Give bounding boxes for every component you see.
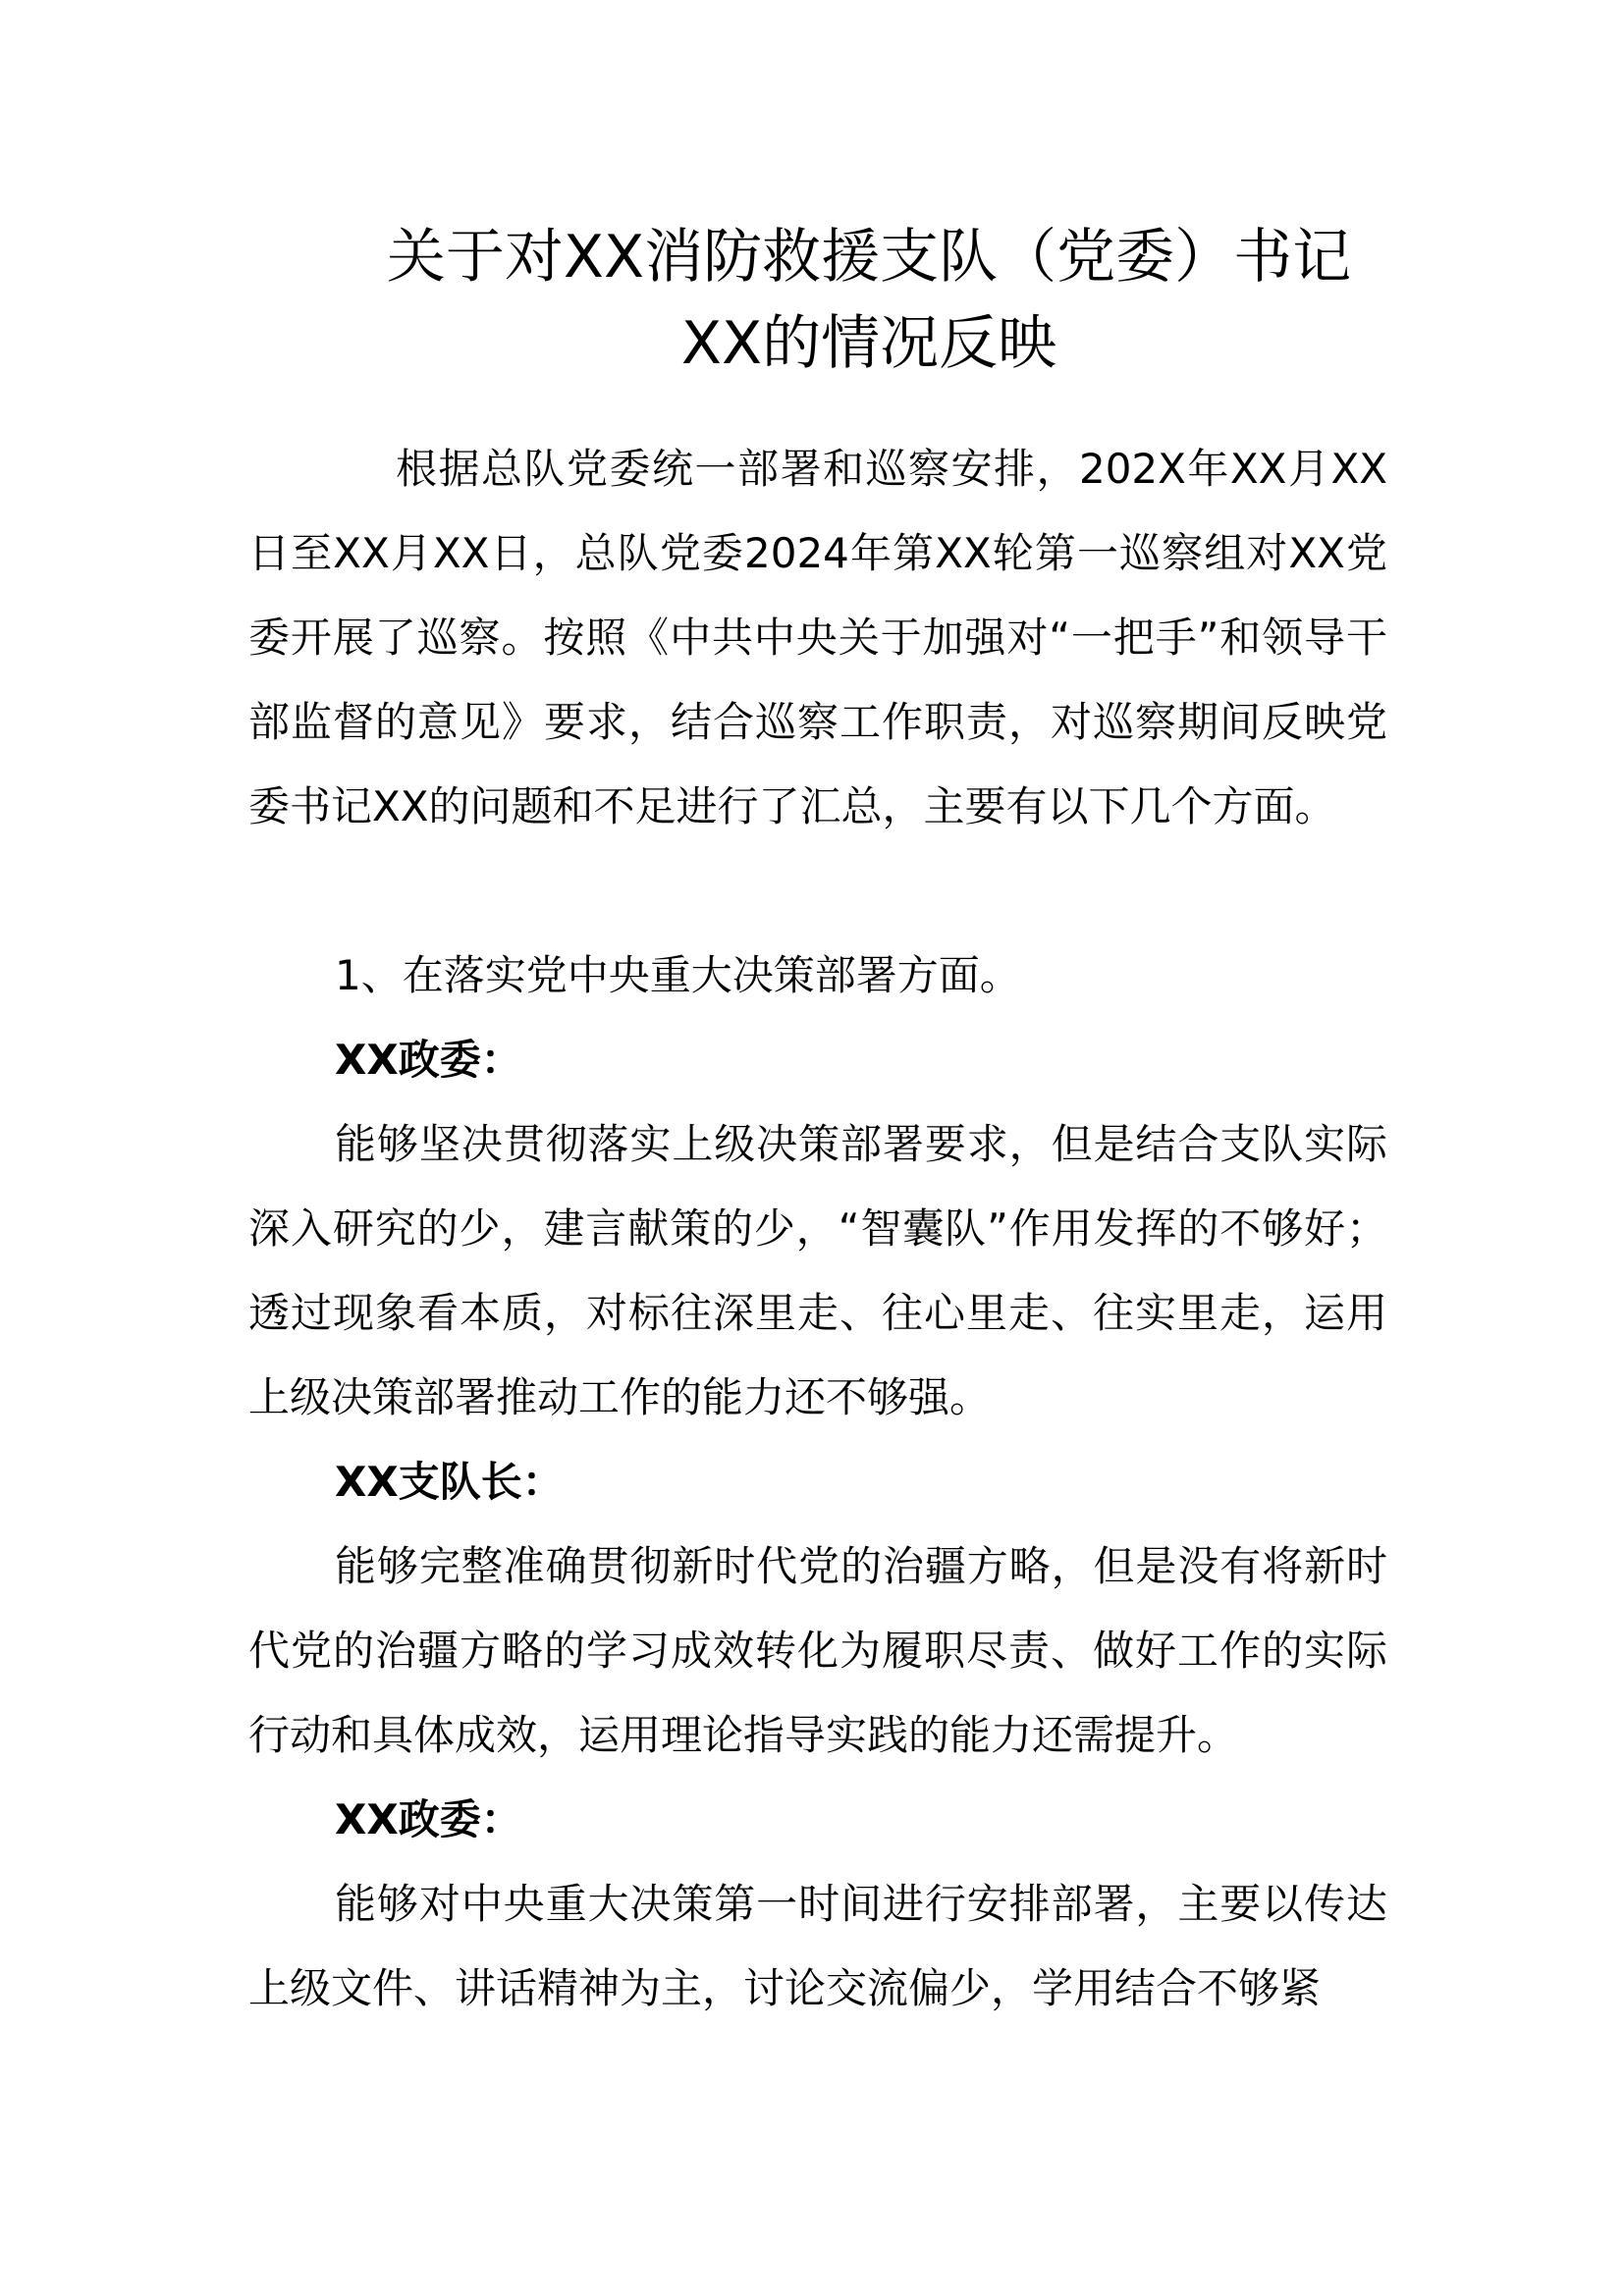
paragraph-1: 能够坚决贯彻落实上级决策部署要求，但是结合支队实际深入研究的少，建言献策的少，“智囊队”作用发挥的不够好；透过现象看本质，对标往深里走、往心里走、往实里走，运用上级决策部署推动工作的能力还不够强。 (248, 1120, 1387, 1421)
intro-paragraph: 根据总队党委统一部署和巡察安排，202X年XX月XX日至XX月XX日，总队党委2024年第XX轮第一巡察组对XX党委开展了巡察。按照《中共中央关于加强对“一把手”和领导干部监督的意见》要求，结合巡察工作职责，对巡察期间反映党委书记XX的问题和不足进行了汇总，主要有以下几个方面。 (248, 445, 1387, 830)
section-heading-1: 1、在落实党中央重大决策部署方面。 (335, 951, 1021, 999)
person-heading-2: XX支队长： (335, 1458, 564, 1506)
paragraph-3: 能够对中央重大决策第一时间进行安排部署，主要以传达上级文件、讲话精神为主，讨论交流偏少，学用结合不够紧 (248, 1880, 1387, 2012)
person-heading-1: XX政委： (335, 1036, 522, 1084)
document-title-line-2: XX的情况反映 (680, 309, 1057, 378)
document-title-line-1: 关于对XX消防救援支队（党委）书记 (386, 223, 1352, 292)
person-heading-3: XX政委： (335, 1795, 522, 1843)
paragraph-2: 能够完整准确贯彻新时代党的治疆方略，但是没有将新时代党的治疆方略的学习成效转化为履职尽责、做好工作的实际行动和具体成效，运用理论指导实践的能力还需提升。 (248, 1542, 1387, 1759)
